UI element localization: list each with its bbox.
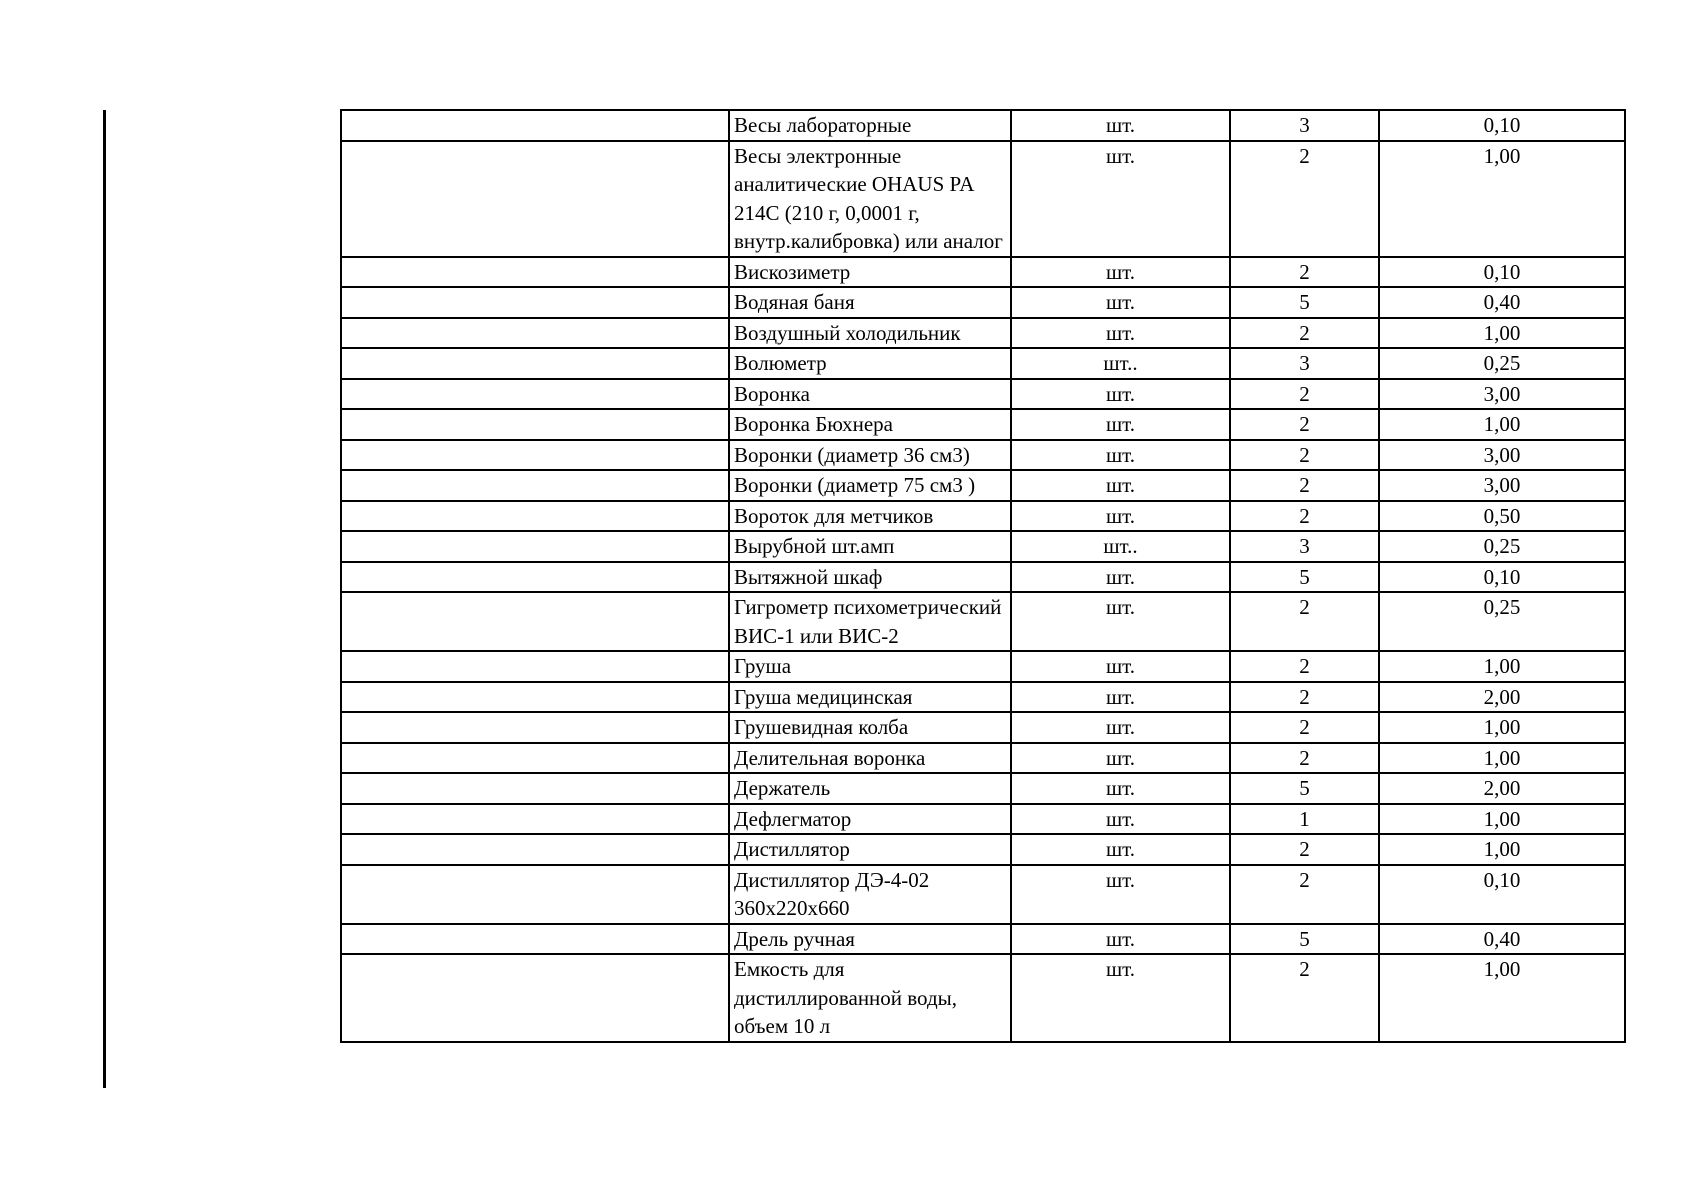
item-name-cell: Емкость для дистиллированной воды, объем 10 л (729, 954, 1011, 1042)
value-cell: 1,00 (1379, 954, 1625, 1042)
quantity-cell: 2 (1230, 743, 1379, 774)
category-cell (341, 501, 729, 532)
unit-cell: шт. (1011, 141, 1230, 257)
category-cell (341, 318, 729, 349)
quantity-cell: 5 (1230, 287, 1379, 318)
unit-cell: шт.. (1011, 348, 1230, 379)
value-cell: 0,10 (1379, 562, 1625, 593)
category-cell (341, 287, 729, 318)
unit-cell: шт. (1011, 562, 1230, 593)
quantity-cell: 5 (1230, 924, 1379, 955)
value-cell: 1,00 (1379, 712, 1625, 743)
quantity-cell: 1 (1230, 804, 1379, 835)
unit-cell: шт. (1011, 682, 1230, 713)
table-row (341, 924, 1625, 955)
category-cell (341, 141, 729, 257)
table-row (341, 379, 1625, 410)
item-name-cell: Груша (729, 651, 1011, 682)
item-name-cell: Воздушный холодильник (729, 318, 1011, 349)
category-cell (341, 682, 729, 713)
quantity-cell: 5 (1230, 562, 1379, 593)
value-cell: 1,00 (1379, 743, 1625, 774)
category-cell (341, 954, 729, 1042)
value-cell: 1,00 (1379, 409, 1625, 440)
quantity-cell: 2 (1230, 318, 1379, 349)
value-cell: 0,25 (1379, 531, 1625, 562)
category-cell (341, 409, 729, 440)
unit-cell: шт. (1011, 743, 1230, 774)
value-cell: 0,10 (1379, 110, 1625, 141)
category-cell (341, 804, 729, 835)
category-cell (341, 743, 729, 774)
item-name-cell: Вороток для метчиков (729, 501, 1011, 532)
quantity-cell: 2 (1230, 682, 1379, 713)
item-name-cell: Воронка (729, 379, 1011, 410)
category-cell (341, 834, 729, 865)
item-name-cell: Делительная воронка (729, 743, 1011, 774)
table-row (341, 470, 1625, 501)
table-row (341, 834, 1625, 865)
value-cell: 1,00 (1379, 141, 1625, 257)
value-cell: 3,00 (1379, 440, 1625, 471)
category-cell (341, 924, 729, 955)
quantity-cell: 2 (1230, 440, 1379, 471)
unit-cell: шт. (1011, 257, 1230, 288)
value-cell: 1,00 (1379, 834, 1625, 865)
value-cell: 0,50 (1379, 501, 1625, 532)
value-cell: 0,40 (1379, 287, 1625, 318)
unit-cell: шт. (1011, 440, 1230, 471)
table-row (341, 592, 1625, 651)
value-cell: 0,25 (1379, 592, 1625, 651)
category-cell (341, 865, 729, 924)
unit-cell: шт. (1011, 834, 1230, 865)
category-cell (341, 773, 729, 804)
table-row (341, 562, 1625, 593)
item-name-cell: Гигрометр психометрический ВИС-1 или ВИС-2 (729, 592, 1011, 651)
value-cell: 2,00 (1379, 773, 1625, 804)
value-cell: 1,00 (1379, 804, 1625, 835)
unit-cell: шт. (1011, 773, 1230, 804)
table-row (341, 287, 1625, 318)
table-row (341, 712, 1625, 743)
unit-cell: шт. (1011, 318, 1230, 349)
value-cell: 1,00 (1379, 651, 1625, 682)
quantity-cell: 2 (1230, 651, 1379, 682)
item-name-cell: Весы электронные аналитические OHAUS PA 214С (210 г, 0,0001 г, внутр.калибровка) или аналог (729, 141, 1011, 257)
unit-cell: шт. (1011, 110, 1230, 141)
item-name-cell: Дистиллятор ДЭ-4-02 360x220x660 (729, 865, 1011, 924)
unit-cell: шт. (1011, 865, 1230, 924)
table-row (341, 348, 1625, 379)
table-row (341, 773, 1625, 804)
table-row (341, 651, 1625, 682)
value-cell: 0,25 (1379, 348, 1625, 379)
left-margin-rule (103, 110, 106, 1088)
category-cell (341, 562, 729, 593)
equipment-table (340, 109, 1626, 1043)
category-cell (341, 348, 729, 379)
quantity-cell: 3 (1230, 348, 1379, 379)
item-name-cell: Воронки (диаметр 75 см3 ) (729, 470, 1011, 501)
item-name-cell: Груша медицинская (729, 682, 1011, 713)
item-name-cell: Воронки (диаметр 36 см3) (729, 440, 1011, 471)
item-name-cell: Дистиллятор (729, 834, 1011, 865)
quantity-cell: 2 (1230, 501, 1379, 532)
category-cell (341, 651, 729, 682)
unit-cell: шт. (1011, 287, 1230, 318)
category-cell (341, 470, 729, 501)
table-row (341, 440, 1625, 471)
value-cell: 0,10 (1379, 257, 1625, 288)
quantity-cell: 2 (1230, 834, 1379, 865)
quantity-cell: 2 (1230, 470, 1379, 501)
unit-cell: шт. (1011, 379, 1230, 410)
quantity-cell: 2 (1230, 409, 1379, 440)
item-name-cell: Вытяжной шкаф (729, 562, 1011, 593)
table-row (341, 682, 1625, 713)
table-row (341, 141, 1625, 257)
unit-cell: шт. (1011, 924, 1230, 955)
unit-cell: шт. (1011, 954, 1230, 1042)
quantity-cell: 2 (1230, 954, 1379, 1042)
table-row (341, 409, 1625, 440)
value-cell: 1,00 (1379, 318, 1625, 349)
item-name-cell: Весы лабораторные (729, 110, 1011, 141)
unit-cell: шт. (1011, 409, 1230, 440)
table-row (341, 257, 1625, 288)
table-row (341, 804, 1625, 835)
category-cell (341, 110, 729, 141)
item-name-cell: Вырубной шт.амп (729, 531, 1011, 562)
item-name-cell: Волюметр (729, 348, 1011, 379)
unit-cell: шт. (1011, 501, 1230, 532)
item-name-cell: Держатель (729, 773, 1011, 804)
unit-cell: шт. (1011, 470, 1230, 501)
category-cell (341, 379, 729, 410)
category-cell (341, 712, 729, 743)
quantity-cell: 2 (1230, 592, 1379, 651)
quantity-cell: 2 (1230, 141, 1379, 257)
unit-cell: шт. (1011, 712, 1230, 743)
unit-cell: шт. (1011, 651, 1230, 682)
quantity-cell: 3 (1230, 110, 1379, 141)
item-name-cell: Дефлегматор (729, 804, 1011, 835)
item-name-cell: Воронка Бюхнера (729, 409, 1011, 440)
quantity-cell: 5 (1230, 773, 1379, 804)
value-cell: 0,40 (1379, 924, 1625, 955)
value-cell: 3,00 (1379, 379, 1625, 410)
unit-cell: шт. (1011, 804, 1230, 835)
quantity-cell: 3 (1230, 531, 1379, 562)
value-cell: 3,00 (1379, 470, 1625, 501)
item-name-cell: Грушевидная колба (729, 712, 1011, 743)
quantity-cell: 2 (1230, 865, 1379, 924)
table-row (341, 318, 1625, 349)
item-name-cell: Водяная баня (729, 287, 1011, 318)
category-cell (341, 257, 729, 288)
equipment-table-body (341, 110, 1625, 1042)
table-row (341, 865, 1625, 924)
table-row (341, 531, 1625, 562)
quantity-cell: 2 (1230, 712, 1379, 743)
category-cell (341, 440, 729, 471)
value-cell: 2,00 (1379, 682, 1625, 713)
table-row (341, 743, 1625, 774)
item-name-cell: Вискозиметр (729, 257, 1011, 288)
table-row (341, 110, 1625, 141)
value-cell: 0,10 (1379, 865, 1625, 924)
quantity-cell: 2 (1230, 257, 1379, 288)
item-name-cell: Дрель ручная (729, 924, 1011, 955)
category-cell (341, 531, 729, 562)
table-row (341, 501, 1625, 532)
quantity-cell: 2 (1230, 379, 1379, 410)
table-row (341, 954, 1625, 1042)
unit-cell: шт.. (1011, 531, 1230, 562)
category-cell (341, 592, 729, 651)
unit-cell: шт. (1011, 592, 1230, 651)
